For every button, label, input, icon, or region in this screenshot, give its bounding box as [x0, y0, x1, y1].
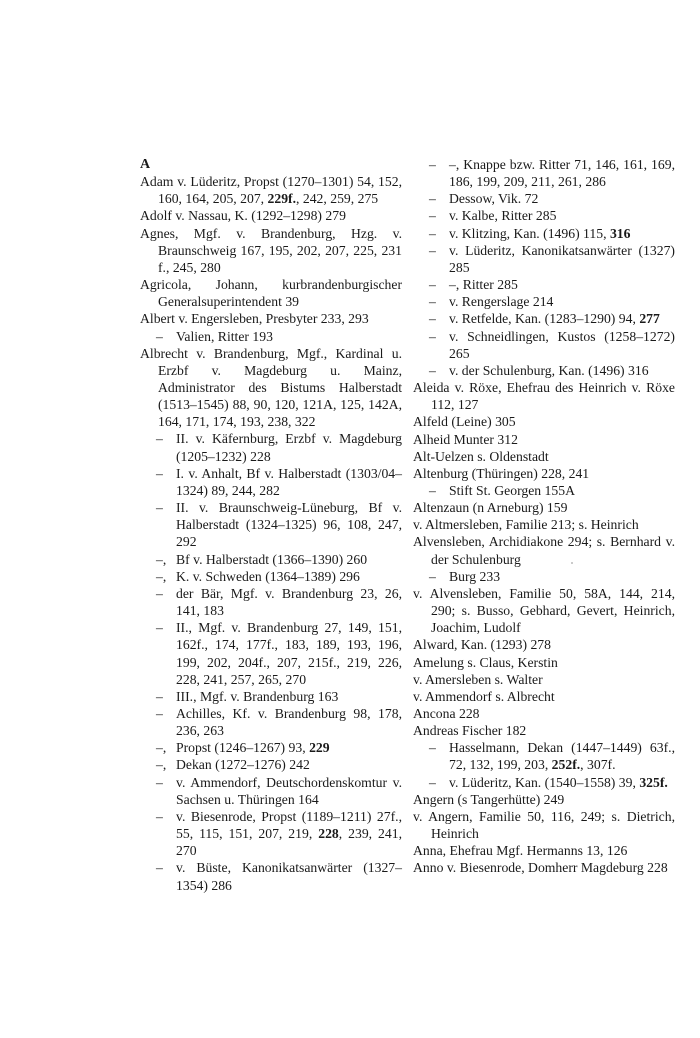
entry-dash: –, — [156, 551, 167, 567]
entry-dash: – — [156, 585, 163, 601]
entry-dash: – — [156, 705, 163, 721]
entry-text: v. Lüderitz, Kan. (1540–1558) 39, — [449, 774, 640, 790]
entry-dash: – — [429, 568, 436, 584]
entry-text: v. Amersleben s. Walter — [413, 671, 543, 687]
entry-dash: – — [429, 328, 436, 344]
index-entry — [413, 448, 675, 465]
entry-text: v. Ammendorf, Deutschordenskomtur v. Sachsen u. Thüringen 164 — [176, 774, 402, 807]
scan-speck — [571, 562, 573, 564]
index-entry — [413, 293, 675, 310]
index-entry — [140, 430, 402, 464]
entry-text: Achilles, Kf. v. Brandenburg 98, 178, 236, 263 — [176, 705, 402, 739]
index-entry — [140, 756, 402, 773]
index-entry — [413, 654, 675, 671]
index-entry — [140, 568, 402, 585]
index-entry — [413, 207, 675, 224]
index-entry — [413, 482, 675, 499]
entry-text: Ancona 228 — [413, 706, 480, 721]
entry-text: Dessow, Vik. 72 — [449, 191, 539, 207]
entry-text: v. Altmersleben, Familie 213; s. Heinrich — [413, 517, 639, 533]
entry-text: –, Ritter 285 — [449, 277, 518, 293]
index-entry — [413, 413, 675, 430]
index-entry — [413, 362, 675, 379]
entry-dash: – — [429, 774, 436, 790]
entry-dash: – — [156, 431, 163, 447]
entry-main-page: 277 — [639, 311, 660, 327]
entry-text: Agnes, Mgf. v. Brandenburg, Hzg. v. Braunschweig 167, 195, 202, 207, 225, 231 f., 245, 280 — [140, 225, 402, 275]
entry-text: Alward, Kan. (1293) 278 — [413, 637, 551, 653]
index-entry — [413, 499, 675, 516]
index-entry — [140, 276, 402, 310]
index-entry — [140, 207, 402, 224]
index-entry — [140, 310, 402, 327]
entry-dash: – — [156, 465, 163, 481]
entry-text: Adolf v. Nassau, K. (1292–1298) 279 — [140, 208, 346, 224]
index-entry — [140, 499, 402, 550]
index-entry — [413, 585, 675, 636]
entry-text: Burg 233 — [449, 568, 501, 584]
entry-text: Alvensleben, Archidiakone 294; s. Bernhard v. der Schulenburg — [413, 534, 675, 567]
index-entry — [413, 808, 675, 842]
index-entry — [413, 533, 675, 567]
entry-dash: – — [156, 328, 163, 344]
entry-text: v. Lüderitz, Kanonikatsanwärter (1327) 285 — [449, 242, 675, 275]
entry-text: Anna, Ehefrau Mgf. Hermanns 13, 126 — [413, 843, 628, 859]
entry-text: Propst (1246–1267) 93, — [176, 740, 310, 756]
index-column-right — [413, 156, 675, 877]
entry-text: Bf v. Halberstadt (1366–1390) 260 — [176, 551, 368, 567]
index-entry — [413, 379, 675, 413]
entry-main-page: 229 — [309, 740, 330, 756]
entry-main-page: 229f. — [267, 191, 297, 207]
entry-text: Albrecht v. Brandenburg, Mgf., Kardinal u. Erzbf v. Magdeburg u. Mainz, Administrator des Bistums Halberstadt (1513–1545) 88, 90, 120, 121A, 125, 142A, 164, 171, 174, 193, 238, 322 — [140, 345, 402, 430]
index-entry — [413, 310, 675, 327]
entry-dash: – — [429, 208, 436, 224]
entry-text: Dekan (1272–1276) 242 — [176, 757, 310, 773]
index-entry — [140, 328, 402, 345]
entry-dash: – — [156, 808, 163, 824]
index-entry — [413, 774, 675, 791]
entry-text: v. Kalbe, Ritter 285 — [449, 208, 557, 224]
entry-text: v. Rengerslage 214 — [449, 294, 554, 310]
entry-dash: – — [429, 482, 436, 498]
entry-text-continued: , 307f. — [580, 757, 616, 773]
index-entry — [413, 465, 675, 482]
index-entry — [140, 705, 402, 739]
entry-text: der Bär, Mgf. v. Brandenburg 23, 26, 141, 183 — [176, 585, 402, 619]
entry-dash: – — [429, 225, 436, 241]
entry-text: Valien, Ritter 193 — [176, 328, 273, 344]
entry-text: Alt-Uelzen s. Oldenstadt — [413, 448, 549, 464]
entry-text: v. Alvensleben, Familie 50, 58A, 144, 214, 290; s. Busso, Gebhard, Gevert, Heinrich, Joachim, Ludolf — [413, 585, 675, 636]
index-entry — [140, 225, 402, 276]
entry-text: Alfeld (Leine) 305 — [413, 414, 516, 430]
index-column-left — [140, 156, 402, 894]
entry-text: v. Retfelde, Kan. (1283–1290) 94, — [449, 311, 640, 327]
index-entry — [413, 842, 675, 859]
entry-dash: – — [429, 242, 436, 258]
index-entry — [413, 516, 675, 533]
entry-main-page: 252f. — [551, 757, 581, 773]
entry-main-page: 316 — [609, 225, 631, 241]
left-entry-list — [140, 173, 402, 894]
index-entry — [413, 242, 675, 276]
index-entry — [413, 328, 675, 362]
index-entry — [140, 585, 402, 619]
section-letter: A — [140, 157, 151, 172]
entry-dash: – — [429, 740, 436, 756]
entry-text: v. Klitzing, Kan. (1496) 115, — [449, 225, 610, 241]
entry-dash: – — [429, 294, 436, 310]
entry-text: Angern (s Tangerhütte) 249 — [413, 791, 565, 807]
index-entry — [140, 859, 402, 893]
index-entry — [140, 551, 402, 568]
index-entry — [413, 722, 675, 739]
entry-dash: – — [429, 157, 436, 172]
entry-dash: – — [429, 362, 436, 378]
entry-dash: – — [156, 774, 163, 790]
index-entry — [413, 791, 675, 808]
entry-text: v. Schneidlingen, Kustos (1258–1272) 265 — [449, 328, 675, 361]
entry-text: Amelung s. Claus, Kerstin — [413, 654, 558, 670]
entry-text: Altenburg (Thüringen) 228, 241 — [413, 465, 590, 481]
index-entry — [413, 688, 675, 705]
entry-text: Stift St. Georgen 155A — [449, 482, 575, 498]
entry-text: K. v. Schweden (1364–1389) 296 — [176, 568, 360, 584]
index-entry — [413, 568, 675, 585]
index-entry — [140, 808, 402, 859]
index-entry — [413, 156, 675, 190]
entry-dash: –, — [156, 568, 167, 584]
entry-dash: – — [156, 500, 163, 516]
entry-text: Adam v. Lüderitz, Propst (1270–1301) 54, 152, 160, 164, 205, 207, — [140, 174, 402, 207]
index-entry — [413, 225, 675, 242]
index-entry — [413, 636, 675, 653]
entry-text: –, Knappe bzw. Ritter 71, 146, 161, 169, 186, 199, 209, 211, 261, 286 — [449, 157, 675, 190]
entry-text: II., Mgf. v. Brandenburg 27, 149, 151, 162f., 174, 177f., 183, 189, 193, 196, 199, 202, 204f., 207, 215f., 219, 226, 228, 241, 257, 265, 270 — [176, 620, 402, 687]
entry-text: Altenzaun (n Arneburg) 159 — [413, 500, 568, 516]
entry-dash: –, — [156, 757, 167, 773]
entry-text: II. v. Käfernburg, Erzbf v. Magdeburg (1205–1232) 228 — [176, 431, 402, 464]
entry-text: Albert v. Engersleben, Presbyter 233, 293 — [140, 311, 369, 327]
entry-text-continued: , 239, 241, 270 — [176, 826, 402, 859]
entry-text: II. v. Braunschweig-Lüneburg, Bf v. Halberstadt (1324–1325) 96, 108, 247, 292 — [176, 500, 402, 550]
index-entry — [413, 705, 675, 722]
entry-dash: – — [156, 620, 163, 636]
entry-text: Agricola, Johann, kurbrandenburgischer Generalsuperintendent 39 — [140, 277, 402, 310]
index-entry — [140, 688, 402, 705]
index-entry — [140, 739, 402, 756]
entry-dash: – — [429, 191, 436, 207]
entry-text: v. Ammendorf s. Albrecht — [413, 688, 555, 704]
entry-dash: – — [429, 311, 436, 327]
entry-dash: –, — [156, 740, 167, 756]
entry-dash: – — [429, 277, 436, 293]
entry-text: Aleida v. Röxe, Ehefrau des Heinrich v. Röxe 112, 127 — [413, 380, 675, 413]
index-entry — [140, 619, 402, 688]
entry-text: Anno v. Biesenrode, Domherr Magdeburg 228 — [413, 860, 668, 876]
entry-text: III., Mgf. v. Brandenburg 163 — [176, 688, 339, 704]
entry-text: v. Biesenrode, Propst (1189–1211) 27f., 55, 115, 151, 207, 219, — [176, 808, 402, 842]
entry-text: Hasselmann, Dekan (1447–1449) 63f., 72, 132, 199, 203, — [449, 740, 675, 773]
entry-text: v. Büste, Kanonikatsanwärter (1327–1354) 286 — [176, 860, 402, 893]
index-entry — [140, 173, 402, 207]
entry-main-page: 325f. — [639, 774, 668, 790]
index-entry — [413, 276, 675, 293]
entry-text: Andreas Fischer 182 — [413, 723, 527, 739]
index-entry — [140, 465, 402, 499]
entry-dash: – — [156, 688, 163, 704]
index-entry — [413, 859, 675, 876]
index-entry — [140, 345, 402, 431]
entry-text: v. der Schulenburg, Kan. (1496) 316 — [449, 362, 649, 378]
entry-main-page: 228 — [318, 826, 339, 842]
right-entry-list — [413, 156, 675, 877]
entry-text-continued: , 242, 259, 275 — [296, 191, 379, 207]
index-entry — [413, 431, 675, 448]
entry-text: v. Angern, Familie 50, 116, 249; s. Dietrich, Heinrich — [413, 808, 675, 842]
entry-text: I. v. Anhalt, Bf v. Halberstadt (1303/04–1324) 89, 244, 282 — [176, 465, 402, 498]
entry-dash: – — [156, 860, 163, 876]
index-entry — [413, 190, 675, 207]
index-entry — [413, 671, 675, 688]
index-entry — [413, 739, 675, 773]
entry-text: Alheid Munter 312 — [413, 431, 518, 447]
index-entry — [140, 774, 402, 808]
